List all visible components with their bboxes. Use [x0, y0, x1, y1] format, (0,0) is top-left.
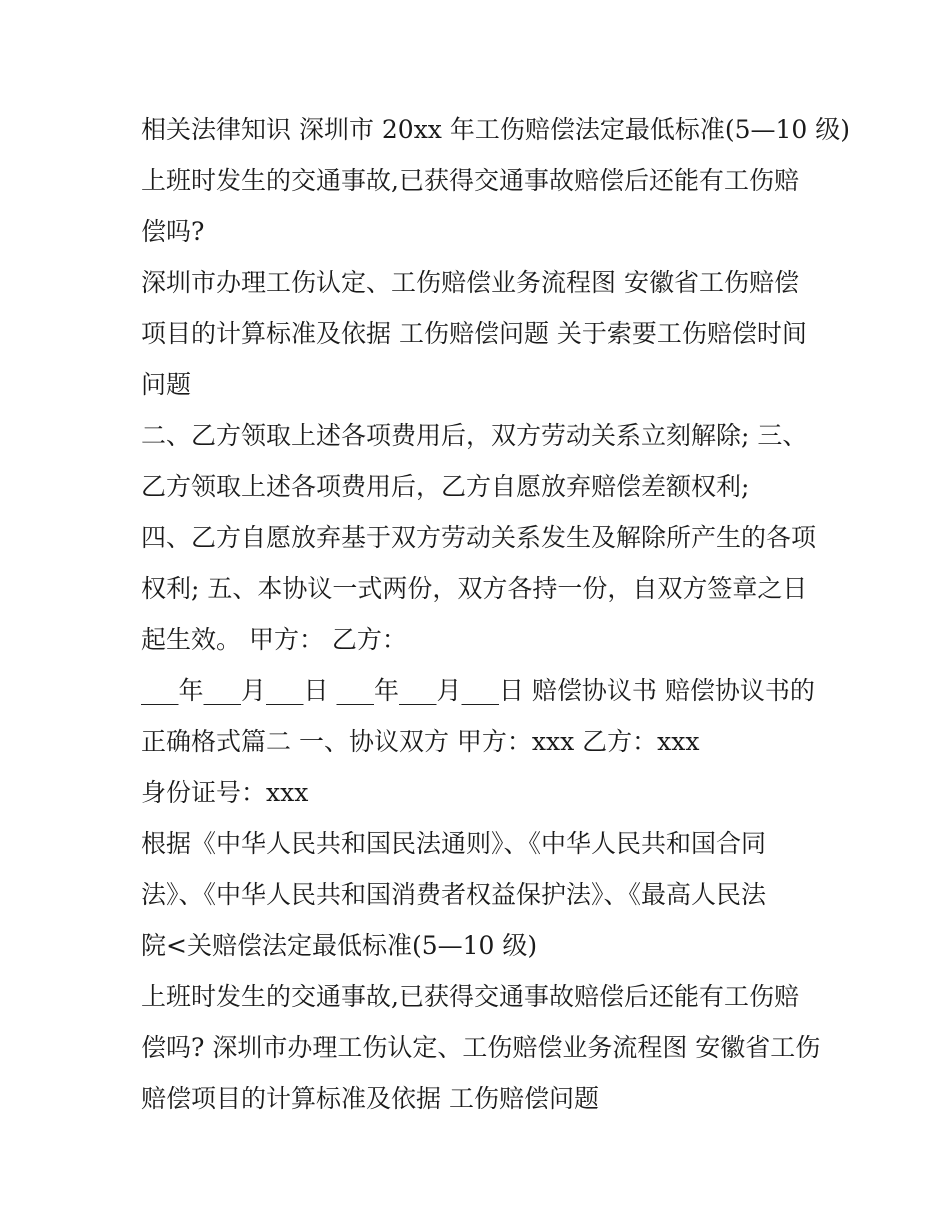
text-line: 偿吗? [141, 217, 205, 246]
text-line: 四、乙方自愿放弃基于双方劳动关系发生及解除所产生的各项 [141, 523, 817, 552]
text-line: 问题 [141, 370, 192, 399]
text-line: ___年___月___日 ___年___月___日 赔偿协议书 赔偿协议书的 [141, 676, 815, 705]
text-line: 深圳市办理工伤认定、工伤赔偿业务流程图 安徽省工伤赔偿 [141, 268, 799, 297]
text-line: 权利; 五、本协议一式两份，双方各持一份，自双方签章之日 [141, 574, 808, 603]
text-line: 相关法律知识 深圳市 20xx 年工伤赔偿法定最低标准(5—10 级) [141, 115, 851, 144]
text-line: 乙方领取上述各项费用后，乙方自愿放弃赔偿差额权利; [141, 472, 750, 501]
text-line: 上班时发生的交通事故,已获得交通事故赔偿后还能有工伤赔 [141, 166, 799, 195]
text-line: 二、乙方领取上述各项费用后，双方劳动关系立刻解除; 三、 [141, 421, 808, 450]
text-line: 起生效。 甲方： 乙方： [141, 625, 407, 654]
text-line: 根据《中华人民共和国民法通则》、《中华人民共和国合同 [141, 829, 767, 858]
text-line: 偿吗? 深圳市办理工伤认定、工伤赔偿业务流程图 安徽省工伤 [141, 1033, 821, 1062]
text-line: 院<关赔偿法定最低标准(5—10 级) [141, 931, 538, 960]
text-line: 项目的计算标准及依据 工伤赔偿问题 关于索要工伤赔偿时间 [141, 319, 807, 348]
text-line: 上班时发生的交通事故,已获得交通事故赔偿后还能有工伤赔 [141, 982, 799, 1011]
text-line: 正确格式篇二 一、协议双方 甲方：xxx 乙方：xxx [141, 727, 700, 756]
text-line: 身份证号：xxx [141, 778, 309, 807]
text-line: 法》、《中华人民共和国消费者权益保护法》、《最高人民法 [141, 880, 767, 909]
text-line: 赔偿项目的计算标准及依据 工伤赔偿问题 [141, 1084, 599, 1113]
